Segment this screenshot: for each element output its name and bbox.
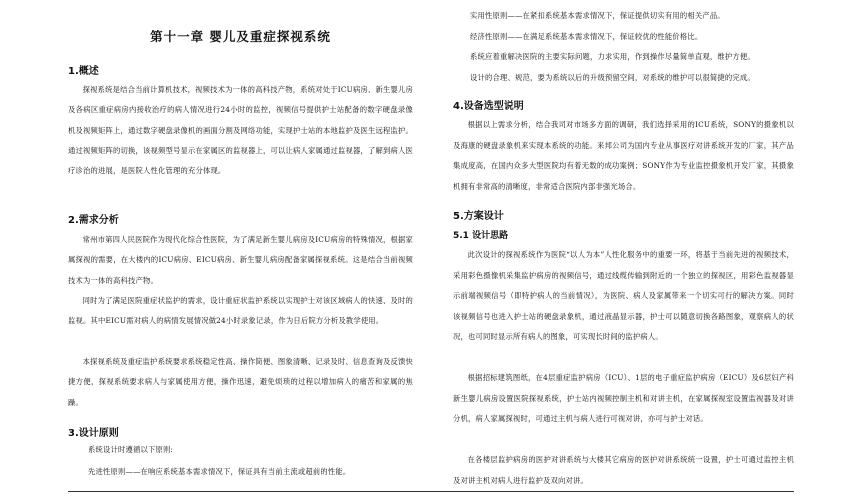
principle-economy-line: 经济性原则——在满足系统基本需求情况下，保证较优的性能价格比。	[470, 32, 703, 41]
equipment-paragraph: 根据以上需求分析，结合我司对市场多方面的调研，我们选择采用的ICU系统，SONY的摄象机以及海康的硬盘录象机来实现本系统的功能。来邦公司为国内专业从事医疗对讲系统开发的厂家，其产品集成度高，在国内众多大型医院均有着无数的成功案例；SONY作为专业监控摄象机开发厂家，其摄象机拥有非常高的清晰度，非常适合医院内部非强光场合。	[453, 120, 794, 191]
principle-advanced-line: 先进性原则——在响应系统基本需求情况下，保证具有当前主流或超前的性能。	[88, 467, 351, 476]
overview-paragraph: 探视系统是结合当前计算机技术，视频技术为一体的高科技产物，系统对处于ICU病房、新生婴儿房及各病区重症病房内接收治疗的病人情况进行24小时的监控，视频信号提供护士站配备的数字硬盘录像机及视频矩阵上，通过数字硬盘录像机的画面分割及网络功能，实现护士站的本地监护及医生远程监护。通过视频矩阵的切换，该视频型号显示在家属区的监视器上，可以让病人家属通过监视器，了解到病人医疗诊治的进展，是医院人性化管理的充分体现。	[68, 85, 413, 176]
section-heading-overview: 1.概述	[68, 66, 99, 77]
footer-rule	[68, 491, 794, 492]
subsection-heading-design-idea: 5.1 设计思路	[453, 231, 509, 241]
design-idea-paragraph-3: 在各楼层监护病房的医护对讲系统与大楼其它病房的医护对讲系统统一设置，护士可通过监控主机及对讲主机对病人进行监护及双向对讲。	[453, 455, 794, 485]
chapter-title: 第十一章 婴儿及重症探视系统	[150, 29, 331, 44]
principles-intro-line: 系统设计时遵循以下原则:	[88, 445, 174, 454]
requirements-paragraph-2: 同时为了满足医院重症状监护的需求，设计重症状监护系统以实现护士对该区域病人的快速、及时的监视。其中EICU需对病人的病情发展情况做24小时录象记录，作为日后院方分析及教学使用。	[68, 296, 413, 326]
section-heading-requirements: 2.需求分析	[68, 215, 119, 226]
principle-focus-line: 系统应着重解决医院的主要实际问题，力求实用，作到操作尽量简单直观，维护方便。	[470, 52, 755, 61]
section-heading-design-principles: 3.设计原则	[68, 428, 119, 439]
requirements-paragraph-3: 本探视系统及重症监护系统要求系统稳定性高、操作简便、图象清晰、记录及时、信息查询及反馈快捷方便，探视系统要求病人与家属使用方便，操作迅速，避免烦琐的过程以增加病人的痛苦和家属的焦躁。	[68, 357, 413, 407]
principle-upgrade-line: 设计的合理、规范，要为系统以后的升级预留空间，对系统的维护可以很简捷的完成。	[470, 73, 755, 82]
design-idea-paragraph-1: 此次设计的探视系统作为医院“以人为本”人性化服务中的重要一环，将基于当前先进的视频技术，采用彩色摄像机采集监护病房的视频信号，通过线缆传输到附近的一个独立的探视区，用彩色监视器显示前端视频信号（即特护病人的当前情况），为医院、病人及家属带来一个切实可行的解决方案。同时该视频信号也进入护士站的硬盘录象机，通过液晶显示器，护士可以随意切换各路图象，观察病人的状况，也可同时显示所有病人的图象，可实现长时间的监护病人。	[453, 250, 794, 342]
design-idea-paragraph-2: 根据招标建筑图纸，在4层重症监护病房（ICU）、1层的电子重症监护病房（EICU）及6层妇产科新生婴儿病房设置医院探视系统，护士站内视频控制主机和对讲主机，在家属探视室设置监视器及对讲分机，病人家属探视时，可通过主机与病人进行可视对讲，亦可与护士对话。	[453, 373, 794, 424]
section-heading-equipment: 4.设备选型说明	[453, 101, 524, 112]
principle-practical-line: 实用性原则——在紧扣系统基本需求情况下，保证提供切实有用的相关产品。	[470, 11, 725, 20]
section-heading-solution: 5.方案设计	[453, 211, 504, 222]
requirements-paragraph-1: 常州市第四人民医院作为现代化综合性医院，为了满足新生婴儿病房及ICU病房的特殊情况，根据家属探视的需要，在大楼内的ICU病房、EICU病房、新生婴儿病房配备家属探视系统。这是结合当前视频技术为一体的高科技产物。	[68, 235, 413, 285]
